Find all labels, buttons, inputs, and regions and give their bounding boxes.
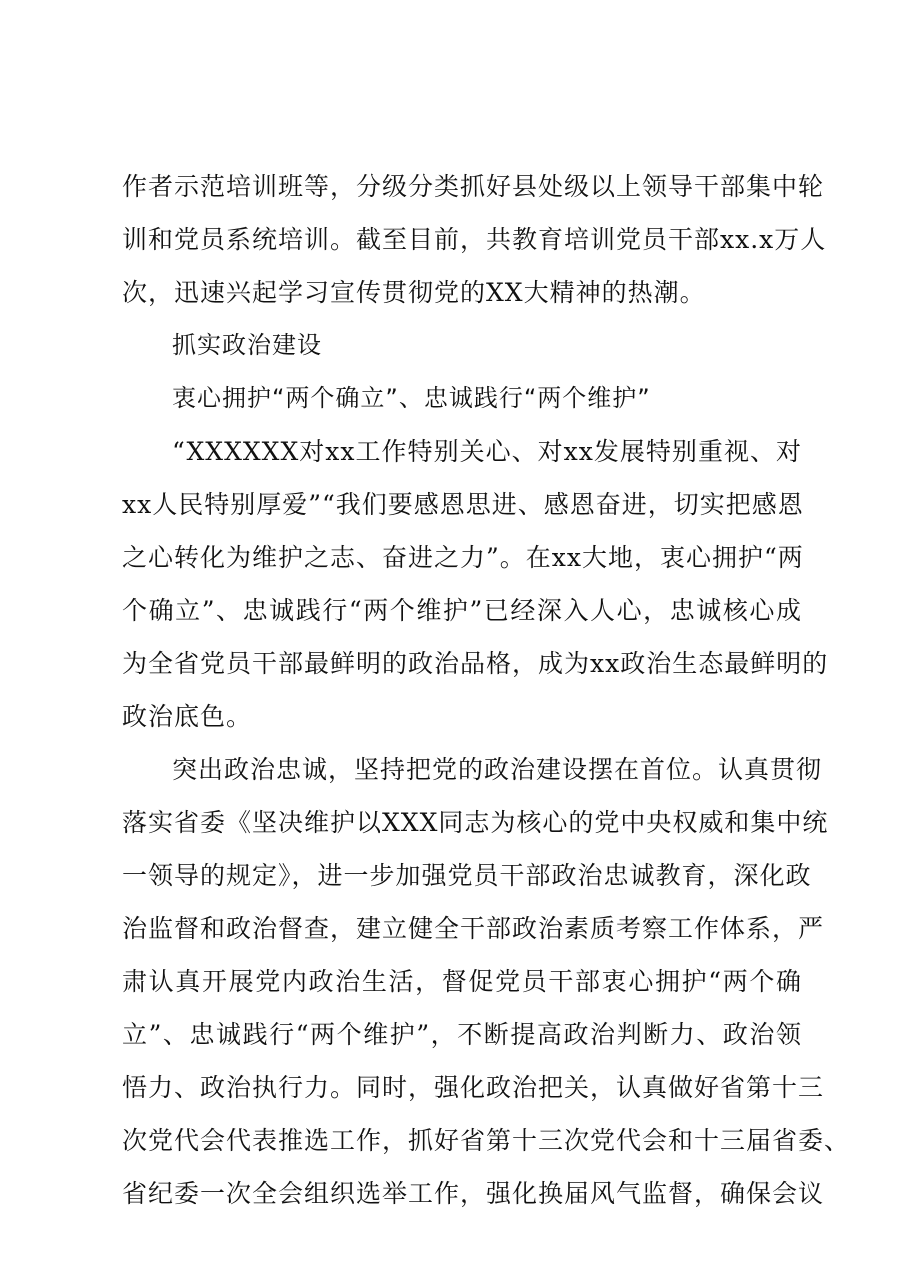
text-line: 次党代会代表推选工作，抓好省第十三次党代会和十三届省委、 <box>122 1126 851 1155</box>
text-line: 肃认真开展党内政治生活，督促党员干部衷心拥护“两个确 <box>122 967 802 996</box>
document-body <box>122 160 851 1220</box>
text-line: 立”、忠诚践行“两个维护”，不断提高政治判断力、政治领 <box>122 1020 802 1049</box>
text-line: 突出政治忠诚，坚持把党的政治建设摆在首位。认真贯彻 <box>172 755 823 784</box>
text-line: 一领导的规定》，进一步加强党员干部政治忠诚教育，深化政 <box>122 861 812 890</box>
paragraph-training <box>122 160 827 319</box>
text-line: 个确立”、忠诚践行“两个维护”已经深入人心，忠诚核心成 <box>122 596 802 625</box>
text-line: 训和党员系统培训。截至目前，共教育培训党员干部xx.x万人 <box>122 225 827 254</box>
text-line: 政治底色。 <box>122 702 253 731</box>
text-line: xx人民特别厚爱”“我们要感恩思进、感恩奋进，切实把感恩 <box>122 490 804 519</box>
text-line: 悟力、政治执行力。同时，强化政治把关，认真做好省第十三 <box>122 1073 825 1102</box>
text-line: 为全省党员干部最鲜明的政治品格，成为xx政治生态最鲜明的 <box>122 649 829 678</box>
text-line: 治监督和政治督查，建立健全干部政治素质考察工作体系，严 <box>122 914 825 943</box>
text-line: 之心转化为维护之志、奋进之力”。在xx大地，衷心拥护“两 <box>122 543 804 572</box>
subsection-heading: 衷心拥护“两个确立”、忠诚践行“两个维护” <box>172 384 651 412</box>
paragraph-quote <box>122 425 829 743</box>
text-line: 作者示范培训班等，分级分类抓好县处级以上领导干部集中轮 <box>122 172 825 201</box>
section-heading: 抓实政治建设 <box>172 331 322 359</box>
text-line: 次，迅速兴起学习宣传贯彻党的XX大精神的热潮。 <box>122 278 706 307</box>
text-line: 省纪委一次全会组织选举工作，强化换届风气监督，确保会议 <box>122 1179 825 1208</box>
text-line: 落实省委《坚决维护以XXX同志为核心的党中央权威和集中统 <box>122 808 829 837</box>
text-line: “XXXXXX对xx工作特别关心、对xx发展特别重视、对 <box>172 437 802 466</box>
paragraph-political-loyalty <box>122 743 851 1220</box>
